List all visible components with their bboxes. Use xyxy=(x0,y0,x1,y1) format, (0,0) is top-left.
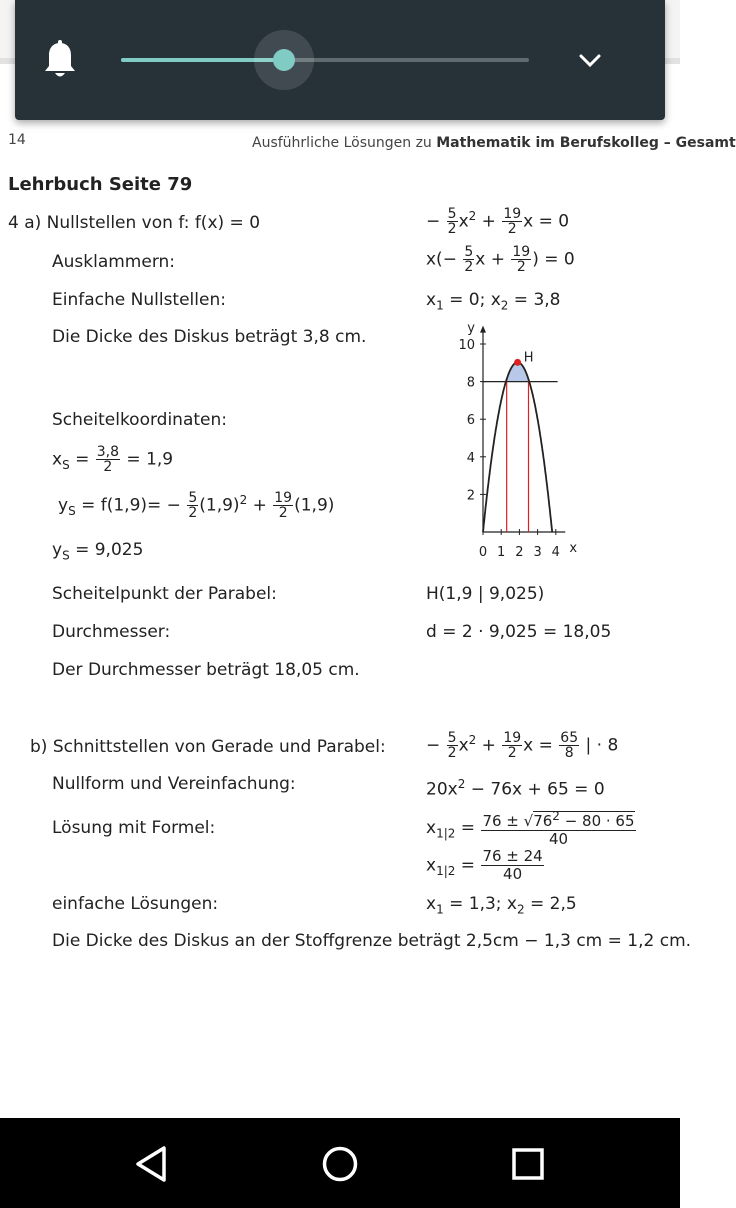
durchmesser-value: d = 2 · 9,025 = 18,05 xyxy=(426,622,612,642)
y-tick-label: 2 xyxy=(466,488,475,504)
bell-icon[interactable] xyxy=(42,40,78,82)
scheitelpunkt-label: Scheitelpunkt der Parabel: xyxy=(52,584,277,604)
scheitelkoordinaten-label: Scheitelkoordinaten: xyxy=(52,410,228,430)
x-tick-label: 2 xyxy=(515,545,524,560)
dicke-text: Die Dicke des Diskus beträgt 3,8 cm. xyxy=(52,327,367,347)
ys-equation: $y_S = f(1,9)=$ − $\frac{5}{2}$ $(1,9)^2$ + $\frac{19}{2}$ (1,9) xyxy=(58,490,335,522)
xs-equation: $x_S$ = $\frac{3,8}{2}$ = 1,9 xyxy=(52,444,174,475)
einfache-loesungen-label: einfache Lösungen: xyxy=(52,894,219,914)
chevron-down-icon[interactable] xyxy=(574,46,606,76)
x-tick-label: 3 xyxy=(533,545,542,560)
task-b-equation: − $\frac{5}{2}$ $x^2$ + $\frac{19}{2}$ x = $\frac{65}{8}$ | · 8 xyxy=(426,730,619,762)
nullform-value: $20x^2 - 76x + 65 = 0$ xyxy=(426,777,605,800)
einfache-nullstellen-label: Einfache Nullstellen: xyxy=(52,290,226,310)
durchmesser-text: Der Durchmesser beträgt 18,05 cm. xyxy=(52,660,360,680)
formel-label: Lösung mit Formel: xyxy=(52,818,216,838)
ys-result: $y_S = 9,025$ xyxy=(52,540,144,563)
ausklammern-equation: x(− $\frac{5}{2}$ x + $\frac{19}{2}$ ) = 0 xyxy=(426,244,575,275)
task-b-label: b) Schnittstellen von Gerade und Parabel: xyxy=(30,737,386,757)
y-axis-label: y xyxy=(467,321,475,336)
nullform-label: Nullform und Vereinfachung: xyxy=(52,774,296,794)
page-number: 14 xyxy=(8,132,26,148)
parabola-graph xyxy=(458,318,588,564)
scheitelpunkt-value: H(1,9 | 9,025) xyxy=(426,584,545,604)
back-icon[interactable] xyxy=(126,1138,178,1190)
y-tick-label: 6 xyxy=(466,413,475,429)
recent-apps-icon[interactable] xyxy=(502,1138,554,1190)
y-axis-arrow xyxy=(480,326,486,333)
vertex-point xyxy=(514,359,521,366)
formel-equation-1: $x_{1|2}$ = $\frac{76 \pm √76^2 - 80 \cdot 65}{40}$ xyxy=(426,809,635,848)
einfache-nullstellen-value: $x_1 = 0$; $x_2 = 3,8$ xyxy=(426,290,561,313)
x-tick-label: 1 xyxy=(497,545,506,560)
formel-equation-2: $x_{1|2}$ = $\frac{76 \pm 24}{40}$ xyxy=(426,847,543,883)
x-axis-label: x xyxy=(569,541,578,556)
task-a-label: 4 a) Nullstellen von f: f(x) = 0 xyxy=(8,213,261,233)
x-tick-label: 4 xyxy=(551,545,560,560)
x-tick-label: 0 xyxy=(478,545,488,560)
durchmesser-label: Durchmesser: xyxy=(52,622,171,642)
parabola-curve xyxy=(483,362,552,532)
y-tick-label: 10 xyxy=(458,338,475,353)
task-a-equation: − $\frac{5}{2}$ $x^2$ + $\frac{19}{2}$ x = 0 xyxy=(426,206,570,238)
final-text: Die Dicke des Diskus an der Stoffgrenze beträgt 2,5cm − 1,3 cm = 1,2 cm. xyxy=(52,931,692,951)
home-icon[interactable] xyxy=(314,1138,366,1190)
ausklammern-label: Ausklammern: xyxy=(52,252,176,272)
section-title: Lehrbuch Seite 79 xyxy=(8,174,193,195)
y-tick-label: 4 xyxy=(466,450,475,466)
page-header-title: Ausführliche Lösungen zu Mathematik im Berufskolleg – Gesamt xyxy=(252,135,736,151)
vertex-label: H xyxy=(523,350,534,366)
y-tick-label: 8 xyxy=(466,375,475,391)
einfache-loesungen-value: $x_1 = 1,3$; $x_2 = 2,5$ xyxy=(426,894,577,917)
